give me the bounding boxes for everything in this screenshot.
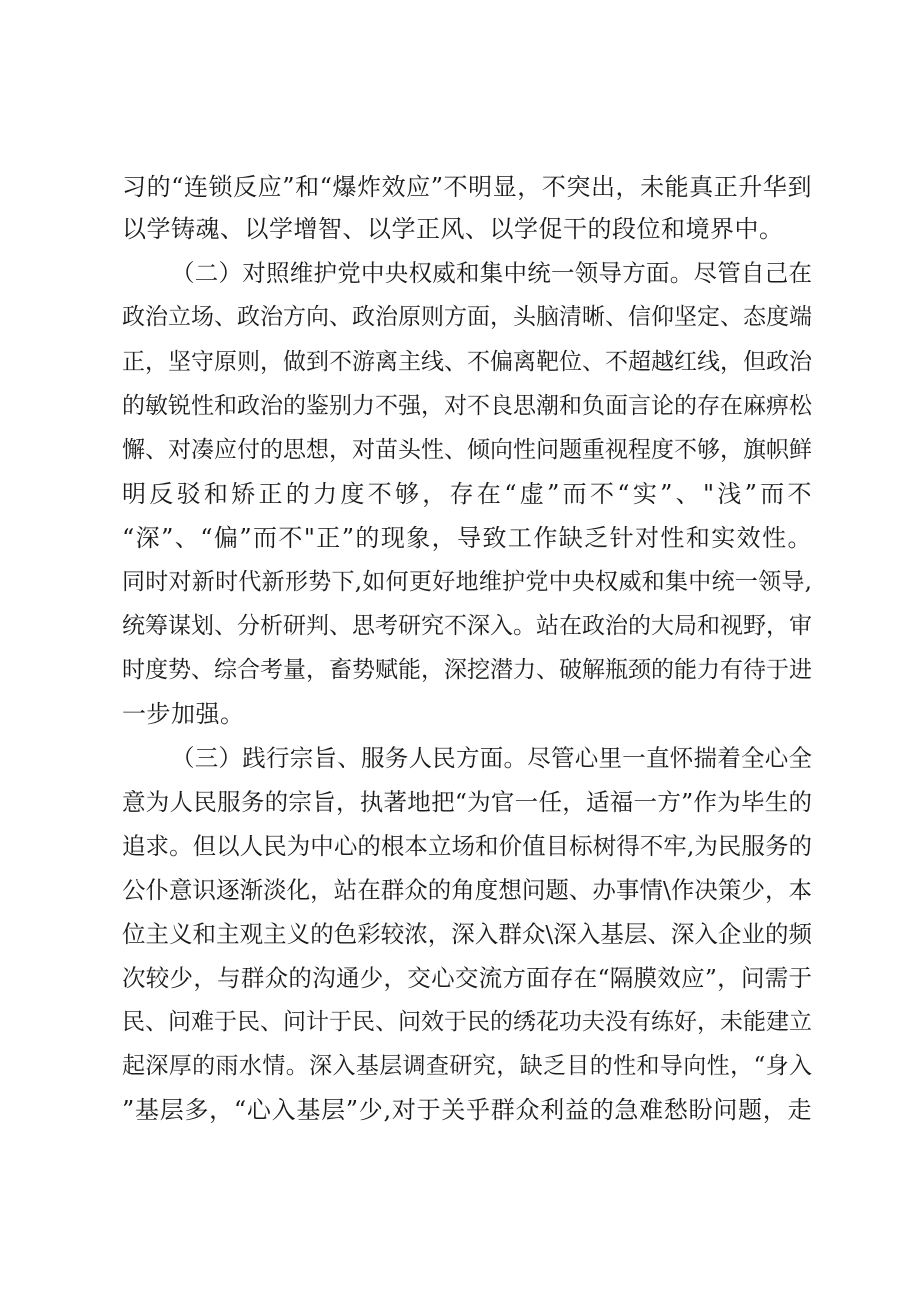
text-line: 位主义和主观主义的色彩较浓，深入群众\深入基层、深入企业的频 — [122, 920, 812, 948]
text-line: “深”、“偏”而不"正”的现象，导致工作缺乏针对性和实效性。 — [122, 524, 812, 552]
text-line: 懈、对凑应付的思想，对苗头性、倾向性问题重视程度不够，旗帜鲜 — [122, 437, 812, 463]
text-line: 公仆意识逐渐淡化，站在群众的角度想问题、办事情\作决策少，本 — [122, 876, 812, 904]
text-line: 明反驳和矫正的力度不够，存在“虚”而不“实”、"浅”而不 — [122, 480, 812, 508]
text-line: 意为人民服务的宗旨，执著地把“为官一任，适福一方”作为毕生的 — [122, 788, 812, 816]
text-line: 次较少，与群众的沟通少，交心交流方面存在“隔膜效应”，问需于 — [122, 964, 812, 992]
text-line: 追求。但以人民为中心的根本立场和价值目标树得不牢,为民服务的 — [122, 832, 812, 860]
text-line: 一步加强。 — [122, 700, 245, 728]
section-heading-line: （二）对照维护党中央权威和集中统一领导方面。尽管自己在 — [171, 259, 812, 287]
text-line: 以学铸魂、以学增智、以学正风、以学促干的段位和境界中。 — [122, 215, 784, 243]
text-line: 统筹谋划、分析研判、思考研究不深入。站在政治的大局和视野，审 — [122, 613, 812, 639]
text-line: 政治立场、政治方向、政治原则方面，头脑清晰、信仰坚定、态度端 — [122, 304, 812, 330]
text-line: 同时对新时代新形势下,如何更好地维护党中央权威和集中统一领导, — [122, 569, 812, 595]
text-line: 的敏锐性和政治的鉴别力不强，对不良思潮和负面言论的存在麻痹松 — [122, 393, 812, 419]
section-heading-line: （三）践行宗旨、服务人民方面。尽管心里一直怀揣着全心全 — [171, 744, 812, 772]
text-line: 时度势、综合考量，畜势赋能，深挖潜力、破解瓶颈的能力有待于进 — [122, 657, 812, 683]
text-line: 习的“连锁反应”和“爆炸效应”不明显，不突出，未能真正升华到 — [122, 173, 812, 201]
text-line: 起深厚的雨水情。深入基层调查研究，缺乏目的性和导向性，“身入 — [122, 1053, 812, 1079]
text-line: 正，坚守原则，做到不游离主线、不偏离靶位、不超越红线，但政治 — [122, 349, 812, 375]
text-line: ”基层多，“心入基层”少,对于关乎群众利益的急难愁盼问题，走 — [122, 1096, 812, 1124]
text-line: 民、问难于民、问计于民、问效于民的绣花功夫没有练好，未能建立 — [122, 1009, 812, 1035]
